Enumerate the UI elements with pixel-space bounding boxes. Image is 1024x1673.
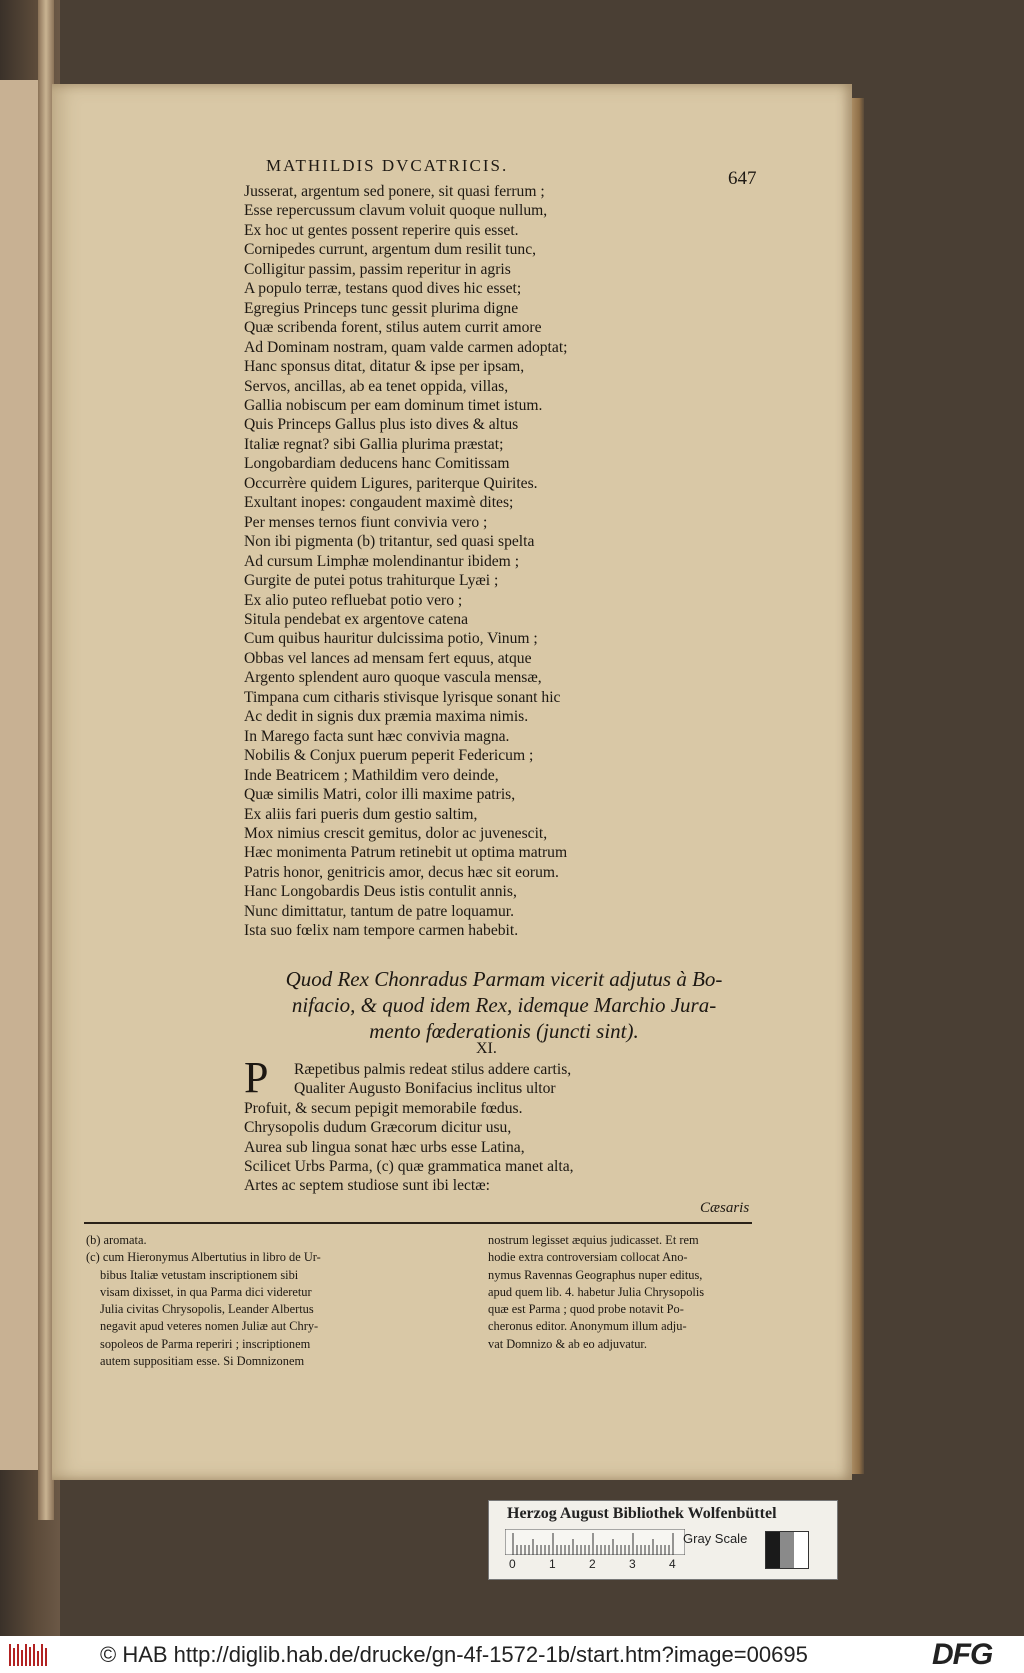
text-line: Situla pendebat ex argentove catena — [244, 610, 468, 628]
source-url[interactable]: © HAB http://diglib.hab.de/drucke/gn-4f-1572-1b/start.htm?image=00695 — [100, 1642, 808, 1667]
text-line: Nobilis & Conjux puerum peperit Federicum ; — [244, 747, 534, 765]
text-line: visam dixisset, in qua Parma dici videretur — [100, 1284, 312, 1299]
text-line: Hanc sponsus ditat, ditatur & ipse per ipsam, — [244, 358, 525, 376]
ruler-number: 1 — [549, 1557, 556, 1571]
library-name: Herzog August Bibliothek Wolfenbüttel — [507, 1505, 777, 1522]
text-line: Patris honor, genitricis amor, decus hæc sit eorum. — [244, 863, 559, 881]
text-line: Ad cursum Limphæ molendinantur ibidem ; — [244, 552, 520, 570]
text-line: Ex alio puteo refluebat potio vero ; — [244, 591, 463, 609]
hab-barcode-logo-icon — [8, 1642, 48, 1668]
text-line: Italiæ regnat? sibi Gallia plurima præstat; — [244, 435, 504, 453]
text-line: vat Domnizo & ab eo adjuvatur. — [488, 1336, 647, 1351]
footnote-rule — [84, 1222, 752, 1224]
gray-swatch — [780, 1532, 794, 1568]
text-line: Cornipedes currunt, argentum dum resilit tunc, — [244, 241, 537, 259]
text-line: Chrysopolis dudum Græcorum dicitur usu, — [244, 1119, 512, 1137]
text-line: autem suppositiam esse. Si Domnizonem — [100, 1354, 305, 1369]
ruler-number: 3 — [629, 1557, 636, 1571]
text-line: apud quem lib. 4. habetur Julia Chrysopolis — [488, 1284, 705, 1299]
gray-swatch — [794, 1532, 808, 1568]
text-line: Quis Princeps Gallus plus isto dives & altus — [244, 416, 519, 434]
text-line: (c) cum Hieronymus Albertutius in libro de Ur- — [86, 1250, 321, 1265]
text-line: hodie extra controversiam collocat Ano- — [488, 1250, 688, 1265]
text-line: Non ibi pigmenta (b) tritantur, sed quasi spelta — [244, 533, 535, 551]
verse-block-2 — [244, 1053, 684, 1196]
text-line: Ræpetibus palmis redeat stilus addere cartis, — [294, 1061, 572, 1078]
page-number: 647 — [728, 168, 757, 189]
gray-scale-label: Gray Scale — [683, 1531, 748, 1546]
viewer-footer — [0, 1636, 1024, 1673]
ruler-number: 4 — [669, 1557, 676, 1571]
library-color-card — [488, 1500, 838, 1580]
text-line: Egregius Princeps tunc gessit plurima digne — [244, 299, 519, 317]
text-line: nifacio, & quod idem Rex, idemque Marchio Jura- — [291, 993, 717, 1017]
text-line: Occurrère quidem Ligures, pariterque Quirites. — [244, 474, 538, 492]
section-number: XI. — [476, 1040, 497, 1057]
text-line: Quæ similis Matri, color illi maxime patris, — [244, 786, 516, 804]
text-line: Longobardiam deducens hanc Comitissam — [244, 455, 510, 473]
text-line: Qualiter Augusto Bonifacius inclitus ultor — [294, 1080, 556, 1098]
dfg-logo: DFG — [932, 1638, 993, 1671]
text-line: Gallia nobiscum per eam dominum timet istum. — [244, 396, 543, 414]
drop-cap: P — [244, 1053, 269, 1102]
text-line: Gurgite de putei potus trahiturque Lyæi ; — [244, 572, 499, 590]
text-line: Profuit, & secum pepigit memorabile fœdus. — [244, 1099, 523, 1117]
text-line: Cum quibus hauritur dulcissima potio, Vinum ; — [244, 630, 538, 648]
footnotes-right — [488, 1232, 754, 1353]
text-line: Julia civitas Chrysopolis, Leander Albertus — [100, 1302, 314, 1317]
text-line: Obbas vel lances ad mensam fert equus, atque — [244, 649, 532, 667]
text-line: Artes ac septem studiose sunt ibi lectæ: — [244, 1177, 490, 1195]
text-line: Quod Rex Chonradus Parmam vicerit adjutus à Bo- — [285, 967, 723, 991]
text-line: A populo terræ, testans quod dives hic esset; — [244, 280, 522, 298]
text-line: Esse repercussum clavum voluit quoque nullum, — [244, 202, 548, 220]
text-line: Servos, ancillas, ab ea tenet oppida, villas, — [244, 377, 509, 395]
text-line: nostrum legisset æquius judicasset. Et rem — [488, 1233, 699, 1247]
text-line: Scilicet Urbs Parma, (c) quæ grammatica manet alta, — [244, 1158, 574, 1176]
text-line: quæ est Parma ; quod probe notavit Po- — [488, 1302, 684, 1317]
ruler-numbers — [505, 1557, 685, 1573]
text-line: Mox nimius crescit gemitus, dolor ac juvenescit, — [244, 824, 548, 842]
section-heading — [244, 966, 764, 1044]
text-line: Ista suo fœlix nam tempore carmen habebit. — [244, 922, 519, 940]
gray-scale-swatches — [765, 1531, 809, 1569]
text-line: mento fœderationis (juncti sint). — [369, 1019, 639, 1043]
text-line: Aurea sub lingua sonat hæc urbs esse Latina, — [244, 1138, 525, 1156]
text-line: Ad Dominam nostram, quam valde carmen adoptat; — [244, 338, 568, 356]
text-line: nymus Ravennas Geographus nuper editus, — [488, 1267, 703, 1282]
text-line: In Marego facta sunt hæc convivia magna. — [244, 727, 510, 745]
text-line: Timpana cum citharis stivisque lyrisque sonant hic — [244, 688, 561, 706]
catchword: Cæsaris — [700, 1200, 750, 1216]
text-line: Quæ scribenda forent, stilus autem currit amore — [244, 319, 542, 337]
text-line: Hæc monimenta Patrum retinebit ut optima matrum — [244, 844, 568, 862]
text-line: Ex hoc ut gentes possent reperire quis esset. — [244, 221, 519, 239]
text-line: Ac dedit in signis dux præmia maxima nimis. — [244, 708, 529, 726]
verse-block-1 — [244, 182, 664, 941]
gray-swatch — [766, 1532, 780, 1568]
text-line: bibus Italiæ vetustam inscriptionem sibi — [100, 1267, 299, 1282]
running-head: MATHILDIS DVCATRICIS. — [266, 156, 509, 175]
ruler-icon — [505, 1529, 685, 1555]
text-line: sopoleos de Parma reperiri ; inscriptionem — [100, 1336, 311, 1351]
text-line: Argento splendent auro quoque vascula mensæ, — [244, 669, 542, 687]
text-line: Inde Beatricem ; Mathildim vero deinde, — [244, 766, 499, 784]
text-line: Colligitur passim, passim reperitur in agris — [244, 260, 511, 278]
footnotes-left — [86, 1232, 406, 1370]
text-line: Per menses ternos fiunt convivia vero ; — [244, 513, 488, 531]
text-line: Nunc dimittatur, tantum de patre loquamur. — [244, 902, 515, 920]
text-line: Exultant inopes: congaudent maximè dites; — [244, 494, 514, 512]
ruler-number: 0 — [509, 1557, 516, 1571]
ruler-number: 2 — [589, 1557, 596, 1571]
text-line: Ex aliis fari pueris dum gestio saltim, — [244, 805, 478, 823]
text-line: cheronus editor. Anonymum illum adju- — [488, 1319, 687, 1334]
text-line: Jusserat, argentum sed ponere, sit quasi ferrum ; — [244, 183, 545, 200]
text-line: negavit apud veteres nomen Juliæ aut Chry- — [100, 1319, 319, 1334]
text-line: Hanc Longobardis Deus istis contulit annis, — [244, 883, 517, 901]
text-line: (b) aromata. — [86, 1233, 147, 1247]
